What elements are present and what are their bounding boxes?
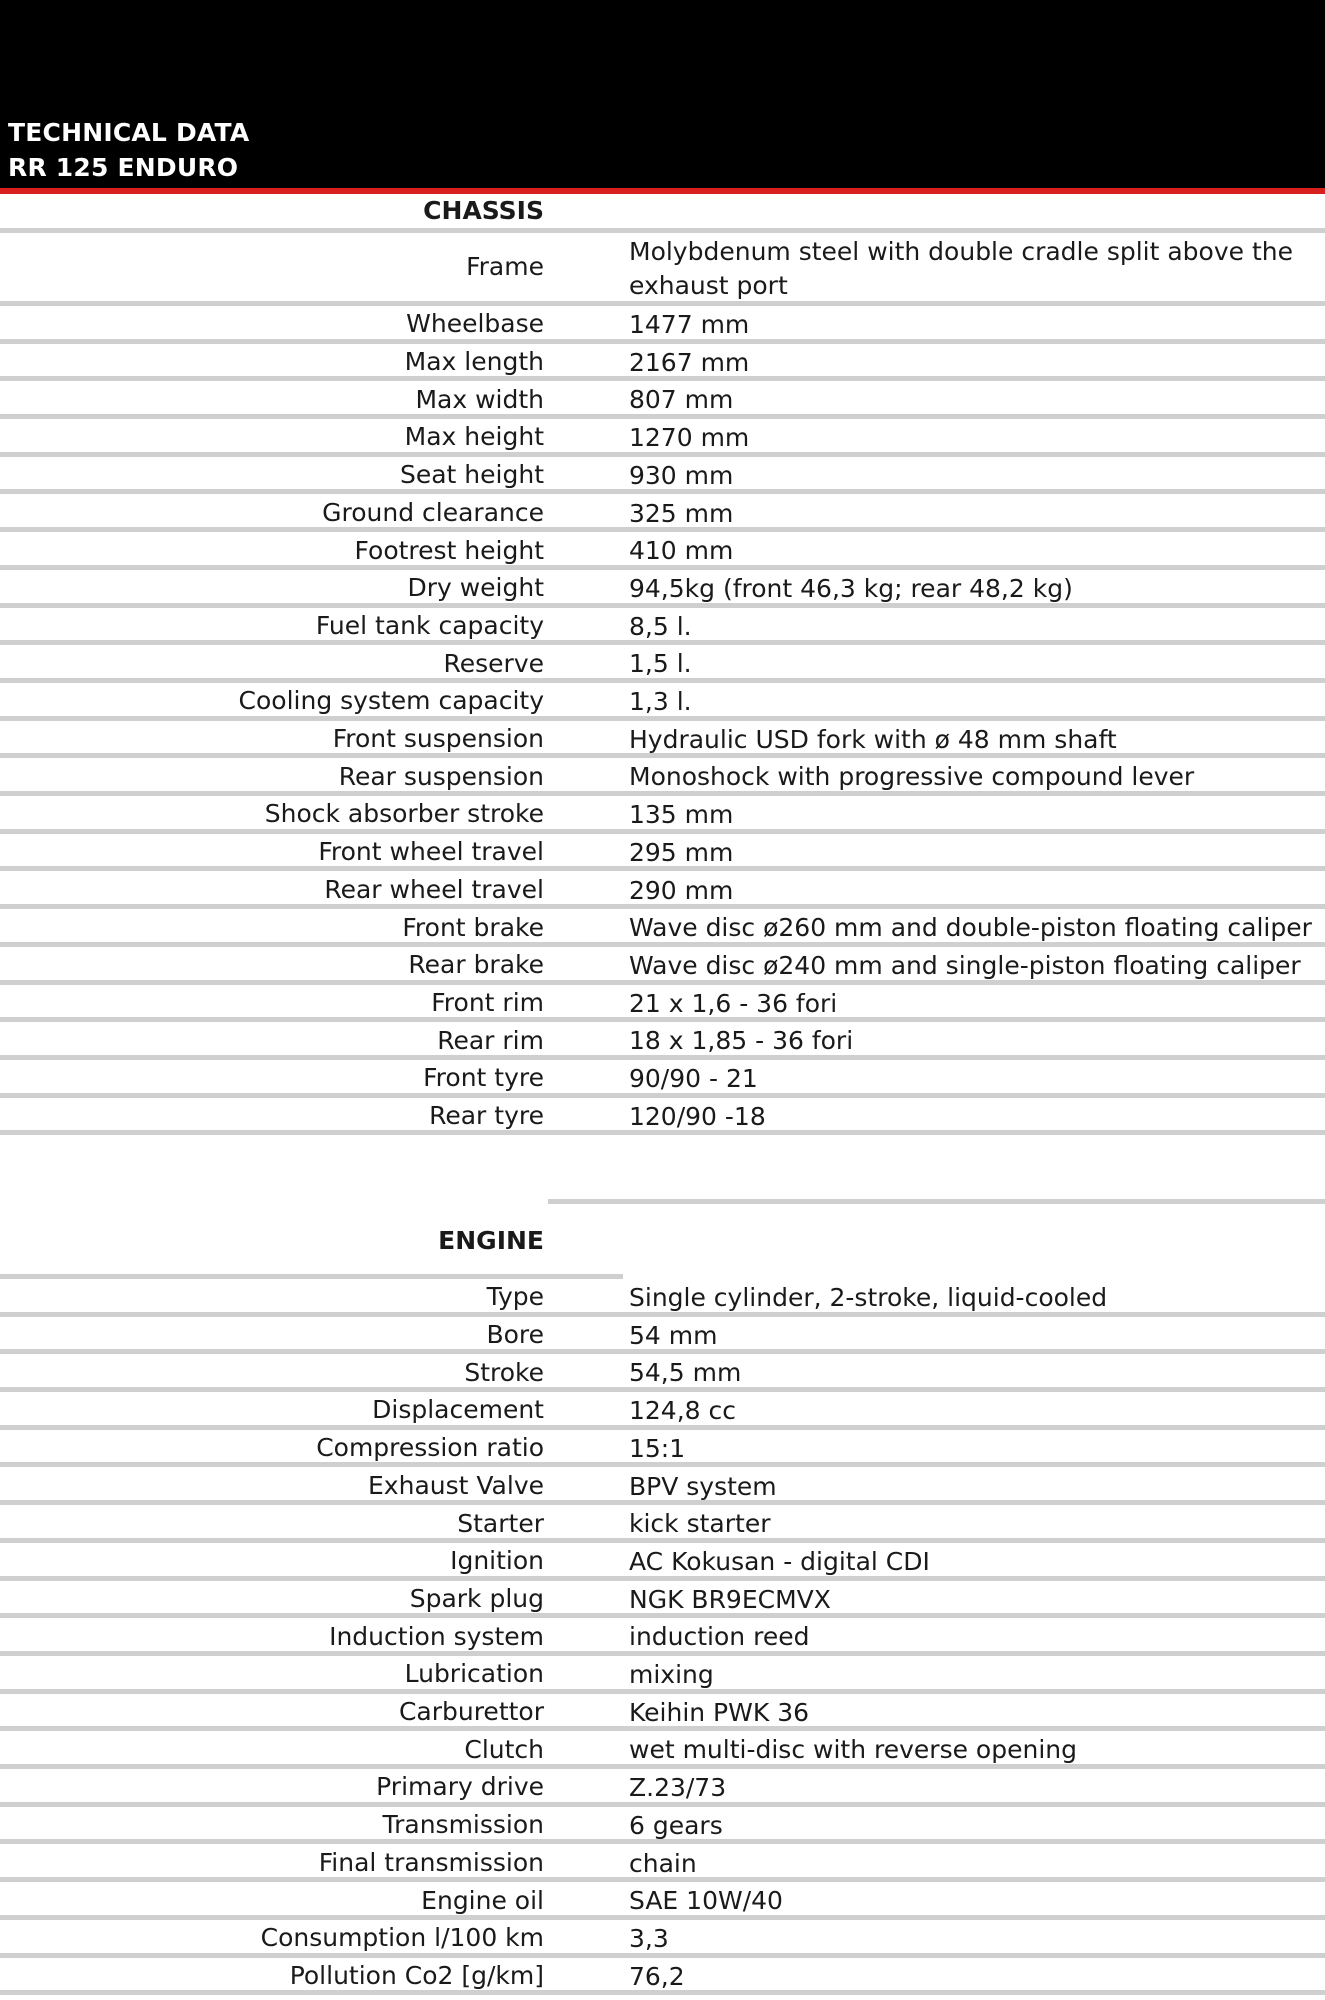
row-label: Cooling system capacity — [238, 686, 544, 716]
row-value: induction reed — [629, 1622, 810, 1652]
row-value: Single cylinder, 2-stroke, liquid-cooled — [629, 1283, 1108, 1312]
table-row — [0, 1505, 1325, 1543]
table-row — [0, 1581, 1325, 1619]
row-label: Front suspension — [332, 724, 544, 754]
table-row — [0, 457, 1325, 495]
chassis-section-title: CHASSIS — [423, 196, 544, 225]
table-row — [0, 1392, 1325, 1430]
row-value: 290 mm — [629, 875, 734, 905]
row-value: 90/90 - 21 — [629, 1064, 758, 1093]
row-label: Rear tyre — [429, 1101, 544, 1131]
row-value: 3,3 — [629, 1923, 669, 1953]
table-row — [0, 1098, 1325, 1136]
table-row — [0, 834, 1325, 872]
row-value: 1,5 l. — [629, 649, 692, 679]
row-value: 1,3 l. — [629, 687, 692, 716]
row-value: 2167 mm — [629, 347, 750, 377]
table-row — [0, 570, 1325, 608]
table-row — [0, 1769, 1325, 1807]
row-label: Induction system — [329, 1621, 544, 1651]
row-value: 8,5 l. — [629, 611, 692, 641]
table-row — [0, 1807, 1325, 1845]
row-label: Ignition — [450, 1546, 544, 1576]
table-row — [0, 344, 1325, 382]
row-label: Consumption l/100 km — [260, 1923, 544, 1953]
table-row — [0, 1920, 1325, 1958]
row-value: 124,8 cc — [629, 1396, 737, 1426]
row-label: Compression ratio — [316, 1433, 544, 1463]
table-row — [0, 495, 1325, 533]
row-value: Keihin PWK 36 — [629, 1697, 810, 1727]
table-row — [0, 1317, 1325, 1355]
row-label: Shock absorber stroke — [264, 799, 544, 829]
row-label: Displacement — [372, 1395, 544, 1425]
row-label: Pollution Co2 [g/km] — [289, 1960, 544, 1990]
header-accent-line — [0, 188, 1325, 194]
table-row — [0, 1543, 1325, 1581]
row-value: 94,5kg (front 46,3 kg; rear 48,2 kg) — [629, 573, 1073, 603]
table-row — [0, 1430, 1325, 1468]
row-label: Footrest height — [354, 535, 544, 565]
row-value: Monoshock with progressive compound lever — [629, 762, 1195, 792]
table-row — [0, 1845, 1325, 1883]
table-row — [0, 1656, 1325, 1694]
row-value: 1477 mm — [629, 310, 750, 339]
row-label: Front rim — [431, 987, 544, 1017]
table-row — [0, 985, 1325, 1023]
row-label: Max length — [404, 347, 544, 377]
table-row — [0, 1882, 1325, 1920]
table-row — [0, 645, 1325, 683]
row-value: 930 mm — [629, 460, 734, 490]
table-row — [0, 1354, 1325, 1392]
row-value: 6 gears — [629, 1810, 723, 1840]
row-label: Spark plug — [409, 1583, 544, 1613]
row-label: Front wheel travel — [318, 837, 544, 867]
row-value: 54 mm — [629, 1320, 718, 1350]
row-value: Wave disc ø260 mm and double-piston floating caliper — [629, 913, 1312, 943]
row-value: Molybdenum steel with double cradle split above the exhaust port — [629, 237, 1293, 300]
table-row — [0, 1958, 1325, 1996]
row-value: NGK BR9ECMVX — [629, 1584, 831, 1614]
table-row — [0, 947, 1325, 985]
row-value: 135 mm — [629, 800, 734, 830]
row-label: Final transmission — [318, 1847, 544, 1877]
row-label: Dry weight — [407, 573, 544, 603]
row-label: Rear wheel travel — [324, 874, 544, 904]
table-row — [0, 1022, 1325, 1060]
row-label: Engine oil — [421, 1885, 544, 1915]
row-label: Rear rim — [437, 1025, 544, 1055]
row-label: Starter — [457, 1508, 544, 1538]
row-label: Max height — [404, 422, 544, 452]
section-separator — [548, 1199, 1325, 1204]
row-value: kick starter — [629, 1509, 771, 1539]
row-label: Lubrication — [404, 1659, 544, 1689]
row-value: 21 x 1,6 - 36 fori — [629, 988, 838, 1018]
table-row — [0, 909, 1325, 947]
row-label: Exhaust Valve — [368, 1470, 544, 1500]
row-label: Primary drive — [376, 1772, 544, 1802]
table-row — [0, 796, 1325, 834]
table-row — [0, 608, 1325, 646]
row-label: Stroke — [464, 1357, 544, 1387]
document-title: TECHNICAL DATA — [8, 118, 250, 147]
table-row — [0, 1060, 1325, 1098]
model-name: RR 125 ENDURO — [8, 153, 239, 182]
table-row — [0, 758, 1325, 796]
row-value: 54,5 mm — [629, 1358, 742, 1388]
row-value: wet multi-disc with reverse opening — [629, 1735, 1077, 1765]
engine-section-title: ENGINE — [438, 1226, 544, 1255]
row-label: Front brake — [402, 912, 544, 942]
table-row — [0, 683, 1325, 721]
row-value: 15:1 — [629, 1433, 686, 1463]
row-value: Z.23/73 — [629, 1773, 727, 1803]
table-row — [0, 872, 1325, 910]
row-label: Front tyre — [423, 1063, 544, 1093]
row-label: Fuel tank capacity — [315, 610, 544, 640]
table-row — [0, 1468, 1325, 1506]
row-value: 295 mm — [629, 837, 734, 867]
row-label: Max width — [415, 384, 544, 414]
table-row — [0, 419, 1325, 457]
row-label: Ground clearance — [322, 497, 544, 527]
row-value: SAE 10W/40 — [629, 1886, 783, 1916]
row-label: Bore — [486, 1320, 544, 1350]
table-row — [0, 306, 1325, 344]
row-value: Wave disc ø240 mm and single-piston floating caliper — [629, 950, 1301, 980]
table-row — [0, 381, 1325, 419]
row-label: Seat height — [399, 460, 544, 490]
table-row — [0, 1731, 1325, 1769]
row-value: BPV system — [629, 1471, 777, 1501]
row-label: Rear brake — [408, 950, 544, 980]
table-row — [0, 1694, 1325, 1732]
row-label: Carburettor — [398, 1697, 544, 1727]
table-row — [0, 532, 1325, 570]
table-row — [0, 1279, 1325, 1317]
row-label: Type — [486, 1282, 544, 1312]
row-label: Frame — [466, 252, 544, 281]
row-value: mixing — [629, 1660, 714, 1689]
table-row — [0, 1618, 1325, 1656]
row-value: 1270 mm — [629, 423, 750, 453]
row-value: 410 mm — [629, 536, 734, 566]
row-label: Transmission — [382, 1810, 544, 1840]
row-value: 76,2 — [629, 1961, 685, 1991]
row-value: AC Kokusan - digital CDI — [629, 1546, 930, 1576]
table-row — [0, 233, 1325, 306]
row-value: 807 mm — [629, 385, 734, 415]
row-label: Reserve — [443, 648, 544, 678]
table-row — [0, 721, 1325, 759]
row-value: chain — [629, 1848, 697, 1878]
row-label: Rear suspension — [338, 761, 544, 791]
row-label: Wheelbase — [406, 309, 544, 339]
row-value: Hydraulic USD fork with ø 48 mm shaft — [629, 724, 1117, 754]
row-label: Clutch — [464, 1734, 544, 1764]
row-value: 120/90 -18 — [629, 1101, 766, 1131]
row-value: 18 x 1,85 - 36 fori — [629, 1026, 854, 1056]
row-value: 325 mm — [629, 498, 734, 528]
